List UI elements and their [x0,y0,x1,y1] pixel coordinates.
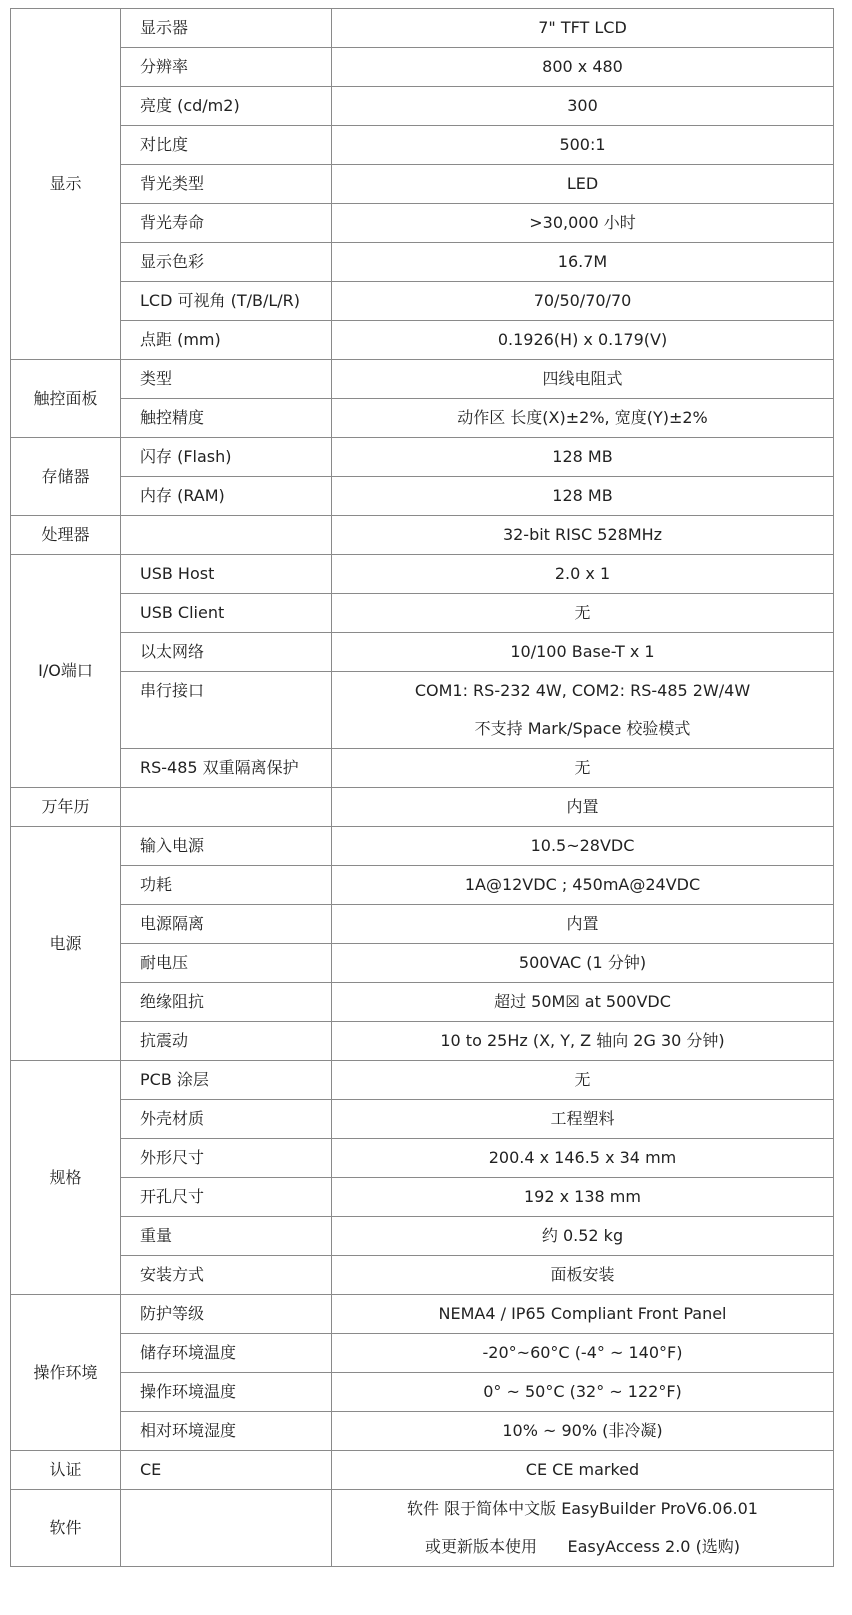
table-row [11,1295,834,1334]
table-row [11,944,834,983]
table-row [11,165,834,204]
table-row [11,1022,834,1061]
table-row [11,48,834,87]
spec-name-cell: 重量 [121,1217,332,1256]
table-row [11,438,834,477]
category-cell: 电源 [11,827,121,1061]
spec-name-cell: 电源隔离 [121,905,332,944]
spec-value-cell: 无 [332,1061,834,1100]
table-row [11,866,834,905]
spec-name-cell: 亮度 (cd/m2) [121,87,332,126]
spec-value-cell: 动作区 长度(X)±2%, 宽度(Y)±2% [332,399,834,438]
spec-value-cell: 500VAC (1 分钟) [332,944,834,983]
table-row [11,126,834,165]
spec-value-cell: COM1: RS-232 4W, COM2: RS-485 2W/4W [332,672,834,711]
table-row [11,1490,834,1529]
spec-value-cell: 10 to 25Hz (X, Y, Z 轴向 2G 30 分钟) [332,1022,834,1061]
table-row [11,633,834,672]
table-row [11,1256,834,1295]
category-cell: 显示 [11,9,121,360]
spec-value-cell: 四线电阻式 [332,360,834,399]
spec-table-body [11,9,834,1567]
spec-name-cell: 触控精度 [121,399,332,438]
table-row [11,1412,834,1451]
spec-name-cell: 功耗 [121,866,332,905]
table-row [11,1451,834,1490]
table-row [11,1139,834,1178]
spec-name-cell: 外形尺寸 [121,1139,332,1178]
spec-value-cell: 无 [332,749,834,788]
spec-name-cell: USB Host [121,555,332,594]
spec-name-cell: PCB 涂层 [121,1061,332,1100]
spec-name-cell [121,516,332,555]
spec-value-cell: 7" TFT LCD [332,9,834,48]
table-row [11,1373,834,1412]
table-row [11,477,834,516]
spec-name-cell: 绝缘阻抗 [121,983,332,1022]
spec-name-cell: 分辨率 [121,48,332,87]
table-row [11,204,834,243]
spec-name-cell: 耐电压 [121,944,332,983]
spec-value-cell: 0.1926(H) x 0.179(V) [332,321,834,360]
spec-table [10,8,834,1567]
category-cell: 存储器 [11,438,121,516]
spec-value-cell: 70/50/70/70 [332,282,834,321]
spec-name-cell: 安装方式 [121,1256,332,1295]
spec-name-cell: CE [121,1451,332,1490]
table-row [11,983,834,1022]
table-row [11,321,834,360]
spec-name-cell: 背光类型 [121,165,332,204]
spec-name-cell: 内存 (RAM) [121,477,332,516]
table-row [11,243,834,282]
table-row [11,1178,834,1217]
table-row [11,1334,834,1373]
spec-value-cell: 128 MB [332,477,834,516]
table-row [11,594,834,633]
spec-value-cell: CE CE marked [332,1451,834,1490]
table-row [11,749,834,788]
spec-name-cell: 以太网络 [121,633,332,672]
spec-value-cell: 128 MB [332,438,834,477]
spec-name-cell: 串行接口 [121,672,332,749]
spec-value-cell: >30,000 小时 [332,204,834,243]
spec-name-cell [121,1490,332,1567]
spec-name-cell: 类型 [121,360,332,399]
category-cell: 认证 [11,1451,121,1490]
spec-name-cell: 储存环境温度 [121,1334,332,1373]
table-row [11,827,834,866]
category-cell: 操作环境 [11,1295,121,1451]
table-row [11,1061,834,1100]
spec-value-cell: 内置 [332,905,834,944]
spec-value-cell: 1A@12VDC ; 450mA@24VDC [332,866,834,905]
spec-value-cell: 0° ~ 50°C (32° ~ 122°F) [332,1373,834,1412]
spec-name-cell: 相对环境湿度 [121,1412,332,1451]
category-cell: I/O端口 [11,555,121,788]
spec-value-cell: 不支持 Mark/Space 校验模式 [332,710,834,749]
category-cell: 软件 [11,1490,121,1567]
spec-name-cell: LCD 可视角 (T/B/L/R) [121,282,332,321]
category-cell: 规格 [11,1061,121,1295]
spec-value-cell: 300 [332,87,834,126]
spec-value-cell: 16.7M [332,243,834,282]
spec-name-cell: 防护等级 [121,1295,332,1334]
spec-value-cell: 10.5~28VDC [332,827,834,866]
table-row [11,905,834,944]
table-row [11,672,834,711]
spec-value-cell: 面板安装 [332,1256,834,1295]
spec-value-cell: 192 x 138 mm [332,1178,834,1217]
spec-value-cell: 32-bit RISC 528MHz [332,516,834,555]
spec-name-cell: 操作环境温度 [121,1373,332,1412]
spec-value-cell: 工程塑料 [332,1100,834,1139]
table-row [11,555,834,594]
table-row [11,87,834,126]
spec-name-cell: 点距 (mm) [121,321,332,360]
spec-name-cell: USB Client [121,594,332,633]
spec-value-cell: 软件 限于简体中文版 EasyBuilder ProV6.06.01 [332,1490,834,1529]
spec-value-cell: LED [332,165,834,204]
spec-name-cell: 显示色彩 [121,243,332,282]
table-row [11,516,834,555]
spec-name-cell: 背光寿命 [121,204,332,243]
category-cell: 万年历 [11,788,121,827]
table-row [11,399,834,438]
spec-name-cell [121,788,332,827]
spec-value-cell: 无 [332,594,834,633]
spec-name-cell: 外壳材质 [121,1100,332,1139]
spec-value-cell: 或更新版本使用 EasyAccess 2.0 (选购) [332,1528,834,1567]
spec-name-cell: 显示器 [121,9,332,48]
spec-value-cell: 2.0 x 1 [332,555,834,594]
spec-name-cell: 抗震动 [121,1022,332,1061]
table-row [11,788,834,827]
table-row [11,282,834,321]
table-row [11,9,834,48]
spec-value-cell: 500:1 [332,126,834,165]
spec-value-cell: NEMA4 / IP65 Compliant Front Panel [332,1295,834,1334]
table-row [11,1217,834,1256]
spec-value-cell: 10/100 Base-T x 1 [332,633,834,672]
spec-value-cell: 超过 50M☒ at 500VDC [332,983,834,1022]
spec-name-cell: 开孔尺寸 [121,1178,332,1217]
category-cell: 处理器 [11,516,121,555]
spec-name-cell: 对比度 [121,126,332,165]
table-row [11,1100,834,1139]
spec-name-cell: RS-485 双重隔离保护 [121,749,332,788]
spec-value-cell: 800 x 480 [332,48,834,87]
spec-value-cell: 约 0.52 kg [332,1217,834,1256]
spec-name-cell: 闪存 (Flash) [121,438,332,477]
spec-name-cell: 输入电源 [121,827,332,866]
table-row [11,360,834,399]
spec-value-cell: 内置 [332,788,834,827]
spec-value-cell: 10% ~ 90% (非冷凝) [332,1412,834,1451]
category-cell: 触控面板 [11,360,121,438]
spec-value-cell: 200.4 x 146.5 x 34 mm [332,1139,834,1178]
spec-value-cell: -20°~60°C (-4° ~ 140°F) [332,1334,834,1373]
